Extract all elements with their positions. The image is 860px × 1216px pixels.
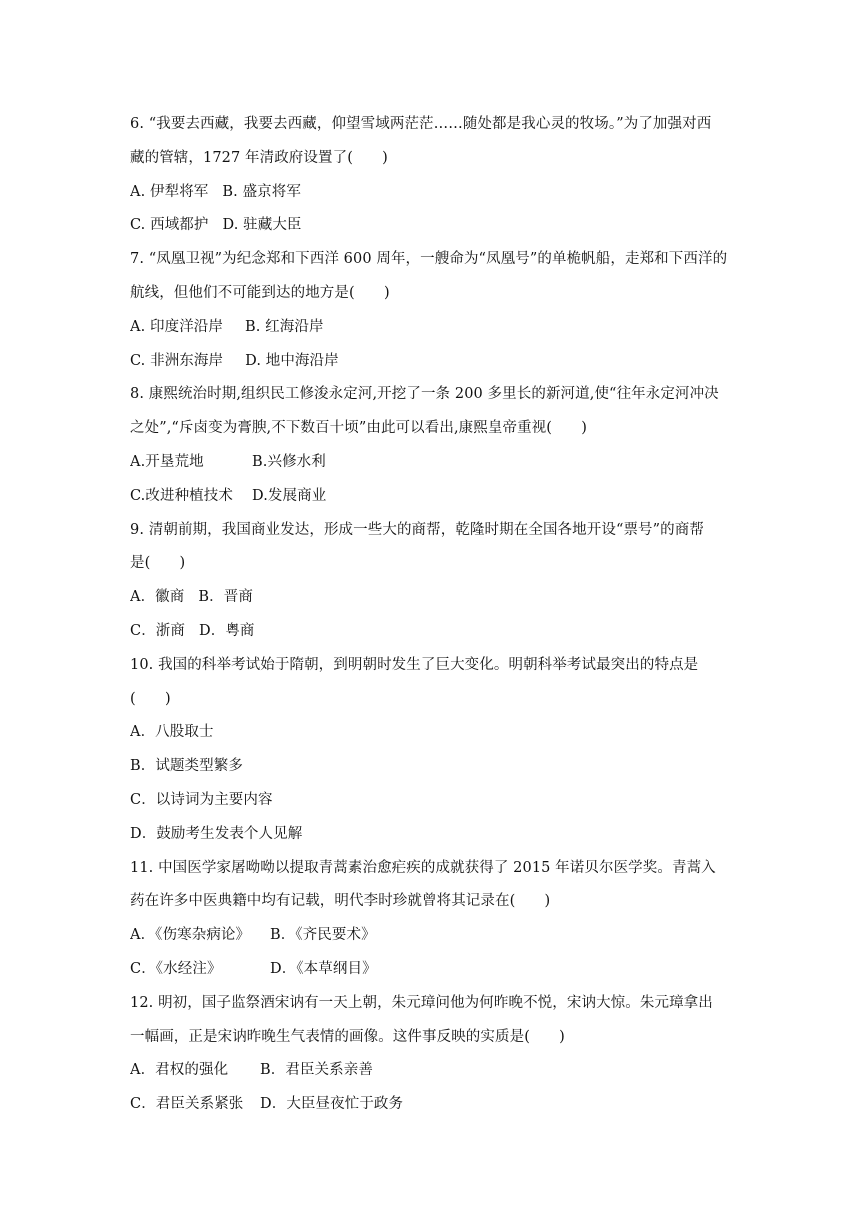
question-9-options-row-1 — [130, 581, 730, 615]
question-10-stem-line-2: ( ) — [130, 690, 171, 707]
option-d: D. 地中海沿岸 — [245, 352, 339, 369]
option-c: C.改进种植技术 — [130, 487, 233, 504]
option-a: A．君权的强化 — [130, 1062, 229, 1079]
option-c: C．以诗词为主要内容 — [130, 791, 273, 808]
option-c: C．君臣关系紧张 — [130, 1096, 244, 1113]
question-12-options-row-1 — [130, 1054, 730, 1088]
option-d: D. 驻藏大臣 — [222, 217, 302, 234]
option-d: D．粤商 — [199, 622, 255, 639]
option-b: B. 盛京将军 — [222, 183, 301, 200]
question-9-stem-line-1: 9. 清朝前期，我国商业发达，形成一些大的商帮，乾隆时期在全国各地开设“票号”的商帮 — [130, 521, 704, 538]
question-8-options-row-2 — [130, 480, 730, 514]
option-a: A. 印度洋沿岸 — [130, 318, 223, 335]
option-a: A．八股取士 — [130, 724, 214, 741]
question-7 — [130, 243, 730, 378]
question-7-options-row-1 — [130, 311, 730, 345]
option-b: B．《齐民要术》 — [270, 927, 376, 944]
option-b: B．君臣关系亲善 — [260, 1062, 373, 1079]
question-11 — [130, 852, 730, 987]
option-b: B.兴修水利 — [252, 453, 326, 470]
question-12-stem-line-2: 一幅画，正是宋讷昨晚生气表情的画像。这件事反映的实质是( ) — [130, 1028, 565, 1045]
question-12-options-row-2 — [130, 1088, 730, 1122]
question-11-stem-line-1: 11. 中国医学家屠呦呦以提取青蒿素治愈疟疾的成就获得了 2015 年诺贝尔医学奖。青蒿入 — [130, 859, 716, 876]
question-12-stem-line-1: 12. 明初，国子监祭酒宋讷有一天上朝，朱元璋问他为何昨晚不悦，宋讷大惊。朱元璋拿出 — [130, 994, 713, 1011]
option-d: D．《本草纲目》 — [270, 960, 377, 977]
question-12 — [130, 987, 730, 1122]
option-c: C．浙商 — [130, 622, 185, 639]
question-6-stem-line-1: 6. “我要去西藏，我要去西藏，仰望雪域两茫茫……随处都是我心灵的牧场。”为了加强对西 — [130, 116, 712, 132]
question-11-stem-line-2: 药在许多中医典籍中均有记载，明代李时珍就曾将其记录在( ) — [130, 893, 551, 910]
option-d: D．大臣昼夜忙于政务 — [260, 1096, 404, 1113]
question-8 — [130, 378, 730, 513]
question-10-stem-line-1: 10. 我国的科举考试始于隋朝，到明朝时发生了巨大变化。明朝科举考试最突出的特点是 — [130, 656, 699, 673]
question-8-stem-line-1: 8. 康熙统治时期,组织民工修浚永定河,开挖了一条 200 多里长的新河道,使“往年永定河冲决 — [130, 386, 719, 403]
question-7-stem-line-1: 7. “凤凰卫视”为纪念郑和下西洋 600 周年，一艘命为“凤凰号”的单桅帆船，走郑和下西洋的 — [130, 251, 728, 268]
question-6-options-row-2 — [130, 209, 730, 243]
question-9-options-row-2 — [130, 615, 730, 649]
question-6 — [130, 108, 730, 243]
option-c: C．《水经注》 — [130, 960, 222, 977]
question-6-stem-line-2: 藏的管辖，1727 年清政府设置了( ) — [130, 149, 388, 166]
question-11-options-row-2 — [130, 953, 730, 987]
option-c: C. 非洲东海岸 — [130, 352, 224, 369]
option-a: A．徽商 — [130, 589, 185, 606]
question-8-stem-line-2: 之处”,“斥卤变为膏腴,不下数百十顷”由此可以看出,康熙皇帝重视( ) — [130, 420, 587, 437]
question-list — [130, 108, 730, 1122]
question-7-stem-line-2: 航线，但他们不可能到达的地方是( ) — [130, 284, 390, 301]
question-9 — [130, 514, 730, 649]
question-7-options-row-2 — [130, 345, 730, 379]
question-11-options-row-1 — [130, 919, 730, 953]
option-c: C. 西域都护 — [130, 217, 209, 234]
option-b: B．晋商 — [198, 589, 253, 606]
option-a: A.开垦荒地 — [130, 453, 204, 470]
question-6-options-row-1 — [130, 176, 730, 210]
question-8-options-row-1 — [130, 446, 730, 480]
option-b: B. 红海沿岸 — [245, 318, 324, 335]
option-a: A. 伊犁将军 — [130, 183, 209, 200]
option-b: B．试题类型繁多 — [130, 758, 243, 775]
question-10 — [130, 649, 730, 852]
option-a: A．《伤寒杂病论》 — [130, 927, 251, 944]
option-d: D．鼓励考生发表个人见解 — [130, 825, 303, 842]
option-d: D.发展商业 — [252, 487, 327, 504]
question-9-stem-line-2: 是( ) — [130, 555, 186, 572]
